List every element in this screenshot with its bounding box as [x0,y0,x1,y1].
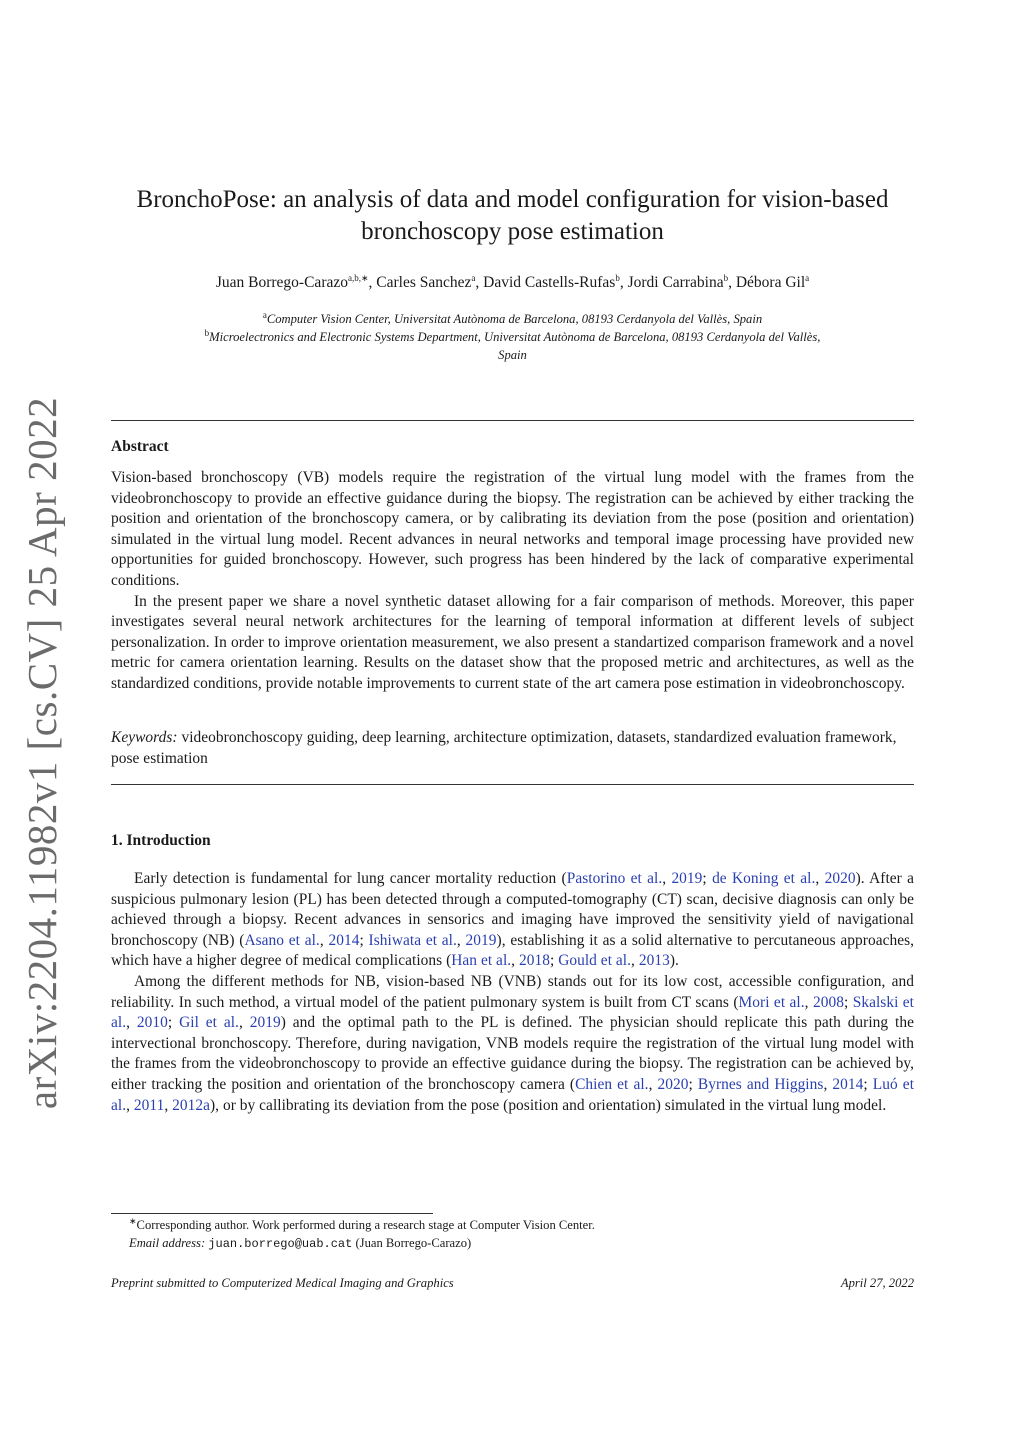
abstract-bottom-rule [111,784,914,785]
body-text: , [126,1014,137,1032]
body-text: , [648,1075,658,1093]
abstract-top-rule [111,420,914,421]
citation-link[interactable]: Pastorino et al. [566,870,663,887]
intro-paragraph-1 [111,869,914,972]
body-text: , [662,870,672,887]
author-affiliation-mark: b [615,272,620,283]
title-line-2: bronchoscopy pose estimation [361,218,664,245]
email-label: Email address: [129,1236,206,1250]
keywords-label: Keywords: [111,729,178,746]
body-text: ). [669,952,679,970]
author-name: Carles Sanchez [376,274,472,291]
body-text: ; [359,931,369,949]
citation-link[interactable]: 2013 [638,952,670,970]
citation-link[interactable]: Mori et al. [738,993,805,1011]
citation-link[interactable]: 2019 [249,1014,281,1032]
citation-link[interactable]: de Koning et al. [712,870,816,887]
body-text: , [804,993,813,1011]
citation-link[interactable]: Ishiwata et al. [368,931,457,949]
citation-link[interactable]: 2011 [133,1096,165,1114]
intro-paragraph-2 [111,972,914,1116]
body-text: Early detection is fundamental for lung cancer mortality reduction ( [134,870,567,887]
body-text: , [511,952,519,970]
body-text: , [456,931,466,949]
citation-link[interactable]: 2014 [328,931,360,949]
citation-link[interactable]: Gould et al. [558,952,632,970]
body-text: ; [167,1014,180,1032]
author-affiliation-mark: a,b,∗ [348,272,369,283]
introduction-body [111,869,914,1116]
arxiv-identifier: arXiv:2204.11982v1 [cs.CV] 25 Apr 2022 [19,396,66,1110]
citation-link[interactable]: 2008 [812,993,844,1011]
footnote-rule [111,1213,433,1214]
body-text: ; [843,993,853,1011]
email-address[interactable]: juan.borrego@uab.cat [208,1237,353,1251]
citation-link[interactable]: Skalski et al. [111,993,915,1032]
preprint-date: April 27, 2022 [840,1276,914,1290]
arxiv-stamp [12,396,72,1110]
footnote: ∗Corresponding author. Work performed during a research stage at Computer Vision Center. Email address: juan.borrego@uab.cat (Juan Borrego-Carazo) [129,1215,595,1251]
body-text: , [815,870,825,887]
paper-title [111,184,914,248]
author-name: Jordi Carrabina [627,274,724,291]
keywords [111,728,914,769]
body-text: , [164,1096,173,1114]
author-name: Juan Borrego-Carazo [215,274,348,291]
body-text: , [823,1075,833,1093]
author-affiliation-mark: a [805,272,810,283]
abstract-heading: Abstract [111,438,169,455]
citation-link[interactable]: 2019 [465,931,497,949]
author-name: David Castells-Rufas [483,274,616,291]
abstract-paragraph-2: In the present paper we share a novel synthetic dataset allowing for a fair comparison of methods. Moreover, this paper investigates several neural network architectures for the learning of temporal information at different levels of subject personalization. In order to improve orientation measurement, we also present a standartized comparison framework and a novel metric for camera orientation learning. Results on the dataset show that the proposed metric and architectures, as well as the standardized conditions, provide notable improvements to current state of the art camera pose estimation in videobronchoscopy. [111,592,914,692]
body-text: , [631,952,639,970]
citation-link[interactable]: 2018 [518,952,550,970]
citation-link[interactable]: 2020 [824,870,856,887]
body-text: ; [688,1075,698,1093]
body-text: ), or by callibrating its deviation from the pose (position and orientation) simulated in the virtual lung model. [210,1096,887,1114]
title-line-1: BronchoPose: an analysis of data and model configuration for vision-based [136,186,889,213]
citation-link[interactable]: 2019 [671,870,703,887]
citation-link[interactable]: Luó et al. [111,1075,915,1114]
citation-link[interactable]: 2020 [657,1075,689,1093]
citation-link[interactable]: 2014 [832,1075,864,1093]
footnote-text: Corresponding author. Work performed during a research stage at Computer Vision Center. [136,1218,595,1232]
author-name: Débora Gil [735,274,806,291]
citation-link[interactable]: 2010 [136,1014,168,1032]
keywords-text: videobronchoscopy guiding, deep learning, architecture optimization, datasets, standardized evaluation framework, pose estimation [111,729,897,767]
body-text: ) and the optimal path to the PL is defined. The physician should replicate this path during the intervectional bronchoscopy. Therefore, during navigation, VNB models require the registration of the virtual lung model with the frames from the videobronchoscopy to provide an effective guidance during the biopsy. The registration can be achieved by, either tracking the position and orientation of the bronchoscopy camera ( [111,1014,914,1093]
affiliations [111,310,914,364]
affiliation-b-cont: Spain [498,348,527,362]
citation-link[interactable]: 2012a [172,1096,210,1114]
body-text: ; [863,1075,873,1093]
abstract-body [111,468,914,695]
body-text: ; [702,870,713,887]
body-text: , [319,931,329,949]
body-text: ; [549,952,559,970]
body-text: , [238,1014,250,1032]
citation-link[interactable]: Byrnes and Higgins [697,1075,824,1093]
preprint-note: Preprint submitted to Computerized Medical Imaging and Graphics [111,1276,454,1290]
author-affiliation-mark: b [723,272,729,283]
author-affiliation-mark: a [471,272,476,283]
body-text: , [126,1096,134,1114]
affiliation-b: $^b$Microelectronics and Electronic Systems Department, Universitat Autònoma de Barcelona, 08193 Cerdanyola del Vallès, [204,327,821,344]
citation-link[interactable]: Asano et al. [244,931,320,949]
body-text: ). After a suspicious pulmonary lesion (PL) has been detected through a computed-tomography (CT) scan, decisive diagnosis can only be achieved through a biopsy. Recent advances in sensorics and imaging have improved the sensitivity yield of navigational bronchoscopy (NB) ( [111,870,915,949]
section-heading-introduction: 1. Introduction [111,832,211,849]
email-suffix: (Juan Borrego-Carazo) [352,1236,472,1250]
abstract-paragraph-1: Vision-based bronchoscopy (VB) models require the registration of the virtual lung model with the frames from the videobronchoscopy to provide an effective guidance during the biopsy. The registration can be achieved by either tracking the position and orientation of the bronchoscopy camera, or by calibrating its deviation from the pose (position and orientation) simulated in the virtual lung model. Recent advances in neural networks and temporal image processing have provided new opportunities for guided bronchoscopy. However, such progress has been hindered by the lack of comparative experimental conditions. [111,469,914,589]
citation-link[interactable]: Gil et al. [179,1014,239,1032]
author-list: Juan Borrego-Carazo$^{a,b,∗}$, Carles Sanchez$^a$, David Castells-Rufas$^b$, Jordi Carrabina$^b$, Débora Gil$^a$ [215,272,810,291]
citation-link[interactable]: Han et al. [451,952,512,970]
citation-link[interactable]: Chien et al. [575,1075,649,1093]
body-text: Among the different methods for NB, vision-based NB (VNB) stands out for its low cost, accessible configuration, and reliability. In such method, a virtual model of the patient pulmonary system is built from CT scans ( [111,972,914,1011]
body-text: ), establishing it as a solid alternative to percutaneous approaches, which have a higher degree of medical complications ( [111,931,915,970]
affiliation-a: $^a$Computer Vision Center, Universitat Autònoma de Barcelona, 08193 Cerdanyola del Vallès, Spain [262,309,763,326]
